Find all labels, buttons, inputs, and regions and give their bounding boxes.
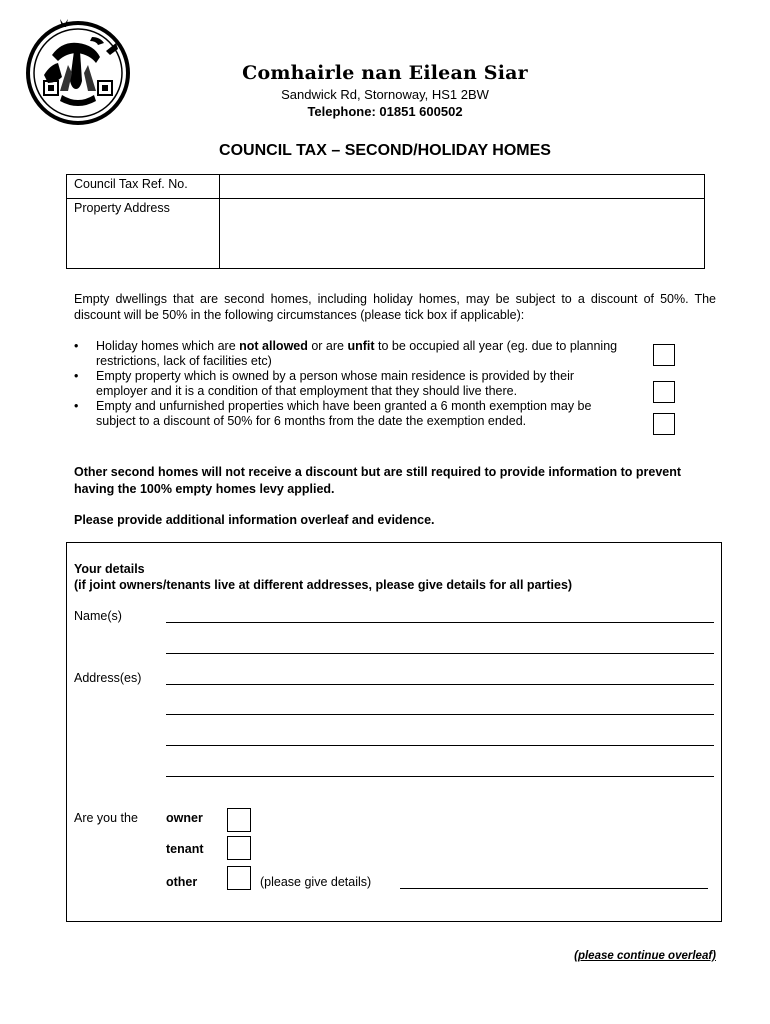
tick-box-employer-residence[interactable] (653, 381, 675, 403)
ref-input[interactable] (220, 175, 705, 199)
council-telephone: Telephone: 01851 600502 (307, 104, 463, 119)
other-label: other (166, 875, 198, 889)
reference-table (66, 174, 705, 269)
other-details-line[interactable] (400, 888, 708, 889)
intro-paragraph: Empty dwellings that are second homes, including holiday homes, may be subject to a discount of 50%. The discount will be 50% in the following circumstances (please tick box if applicable): (74, 292, 716, 322)
council-name: Comhairle nan Eilean Siar (242, 62, 528, 84)
list-item: • Holiday homes which are not allowed or are unfit to be occupied all year (eg. due to planning restrictions, lack of facilities etc) (74, 339, 618, 368)
tick-box-holiday-homes[interactable] (653, 344, 675, 366)
property-address-input[interactable] (220, 199, 705, 269)
details-heading: Your details (74, 562, 145, 576)
address-line-2[interactable] (166, 714, 714, 715)
name-line-1[interactable] (166, 622, 714, 623)
bullet-icon: • (74, 369, 79, 383)
other-details-note: (please give details) (260, 875, 372, 889)
circumstances-list (74, 339, 619, 429)
address-line-1[interactable] (166, 684, 714, 685)
form-title: COUNCIL TAX – SECOND/HOLIDAY HOMES (219, 142, 551, 159)
address-label: Address(es) (74, 671, 142, 685)
list-item: • Empty property which is owned by a person whose main residence is provided by their employer and it is a condition of that employment that they should live there. (74, 369, 575, 398)
council-address: Sandwick Rd, Stornoway, HS1 2BW (281, 87, 489, 102)
property-address-label: Property Address (67, 199, 220, 269)
bullet-icon: • (74, 339, 79, 353)
address-line-4[interactable] (166, 776, 714, 777)
tenant-label: tenant (166, 842, 204, 856)
bullet-icon: • (74, 399, 79, 413)
other-checkbox[interactable] (227, 866, 251, 890)
tick-box-unfurnished-exemption[interactable] (653, 413, 675, 435)
are-you-label: Are you the (74, 811, 138, 825)
levy-notice: Other second homes will not receive a discount but are still required to provide information to prevent having the 100% empty homes levy applied. (74, 465, 682, 496)
details-subheading: (if joint owners/tenants live at different addresses, please give details for all parties) (74, 578, 573, 592)
list-item: • Empty and unfurnished properties which have been granted a 6 month exemption may be subject to a discount of 50% for 6 months from the date the exemption ended. (74, 399, 592, 428)
tenant-checkbox[interactable] (227, 836, 251, 860)
evidence-notice: Please provide additional information overleaf and evidence. (74, 513, 435, 527)
address-line-3[interactable] (166, 745, 714, 746)
name-label: Name(s) (74, 609, 122, 623)
owner-label: owner (166, 811, 203, 825)
continue-overleaf-note: (please continue overleaf) (574, 950, 716, 962)
name-line-2[interactable] (166, 653, 714, 654)
ref-label: Council Tax Ref. No. (67, 175, 220, 199)
your-details-section (66, 542, 722, 922)
owner-checkbox[interactable] (227, 808, 251, 832)
